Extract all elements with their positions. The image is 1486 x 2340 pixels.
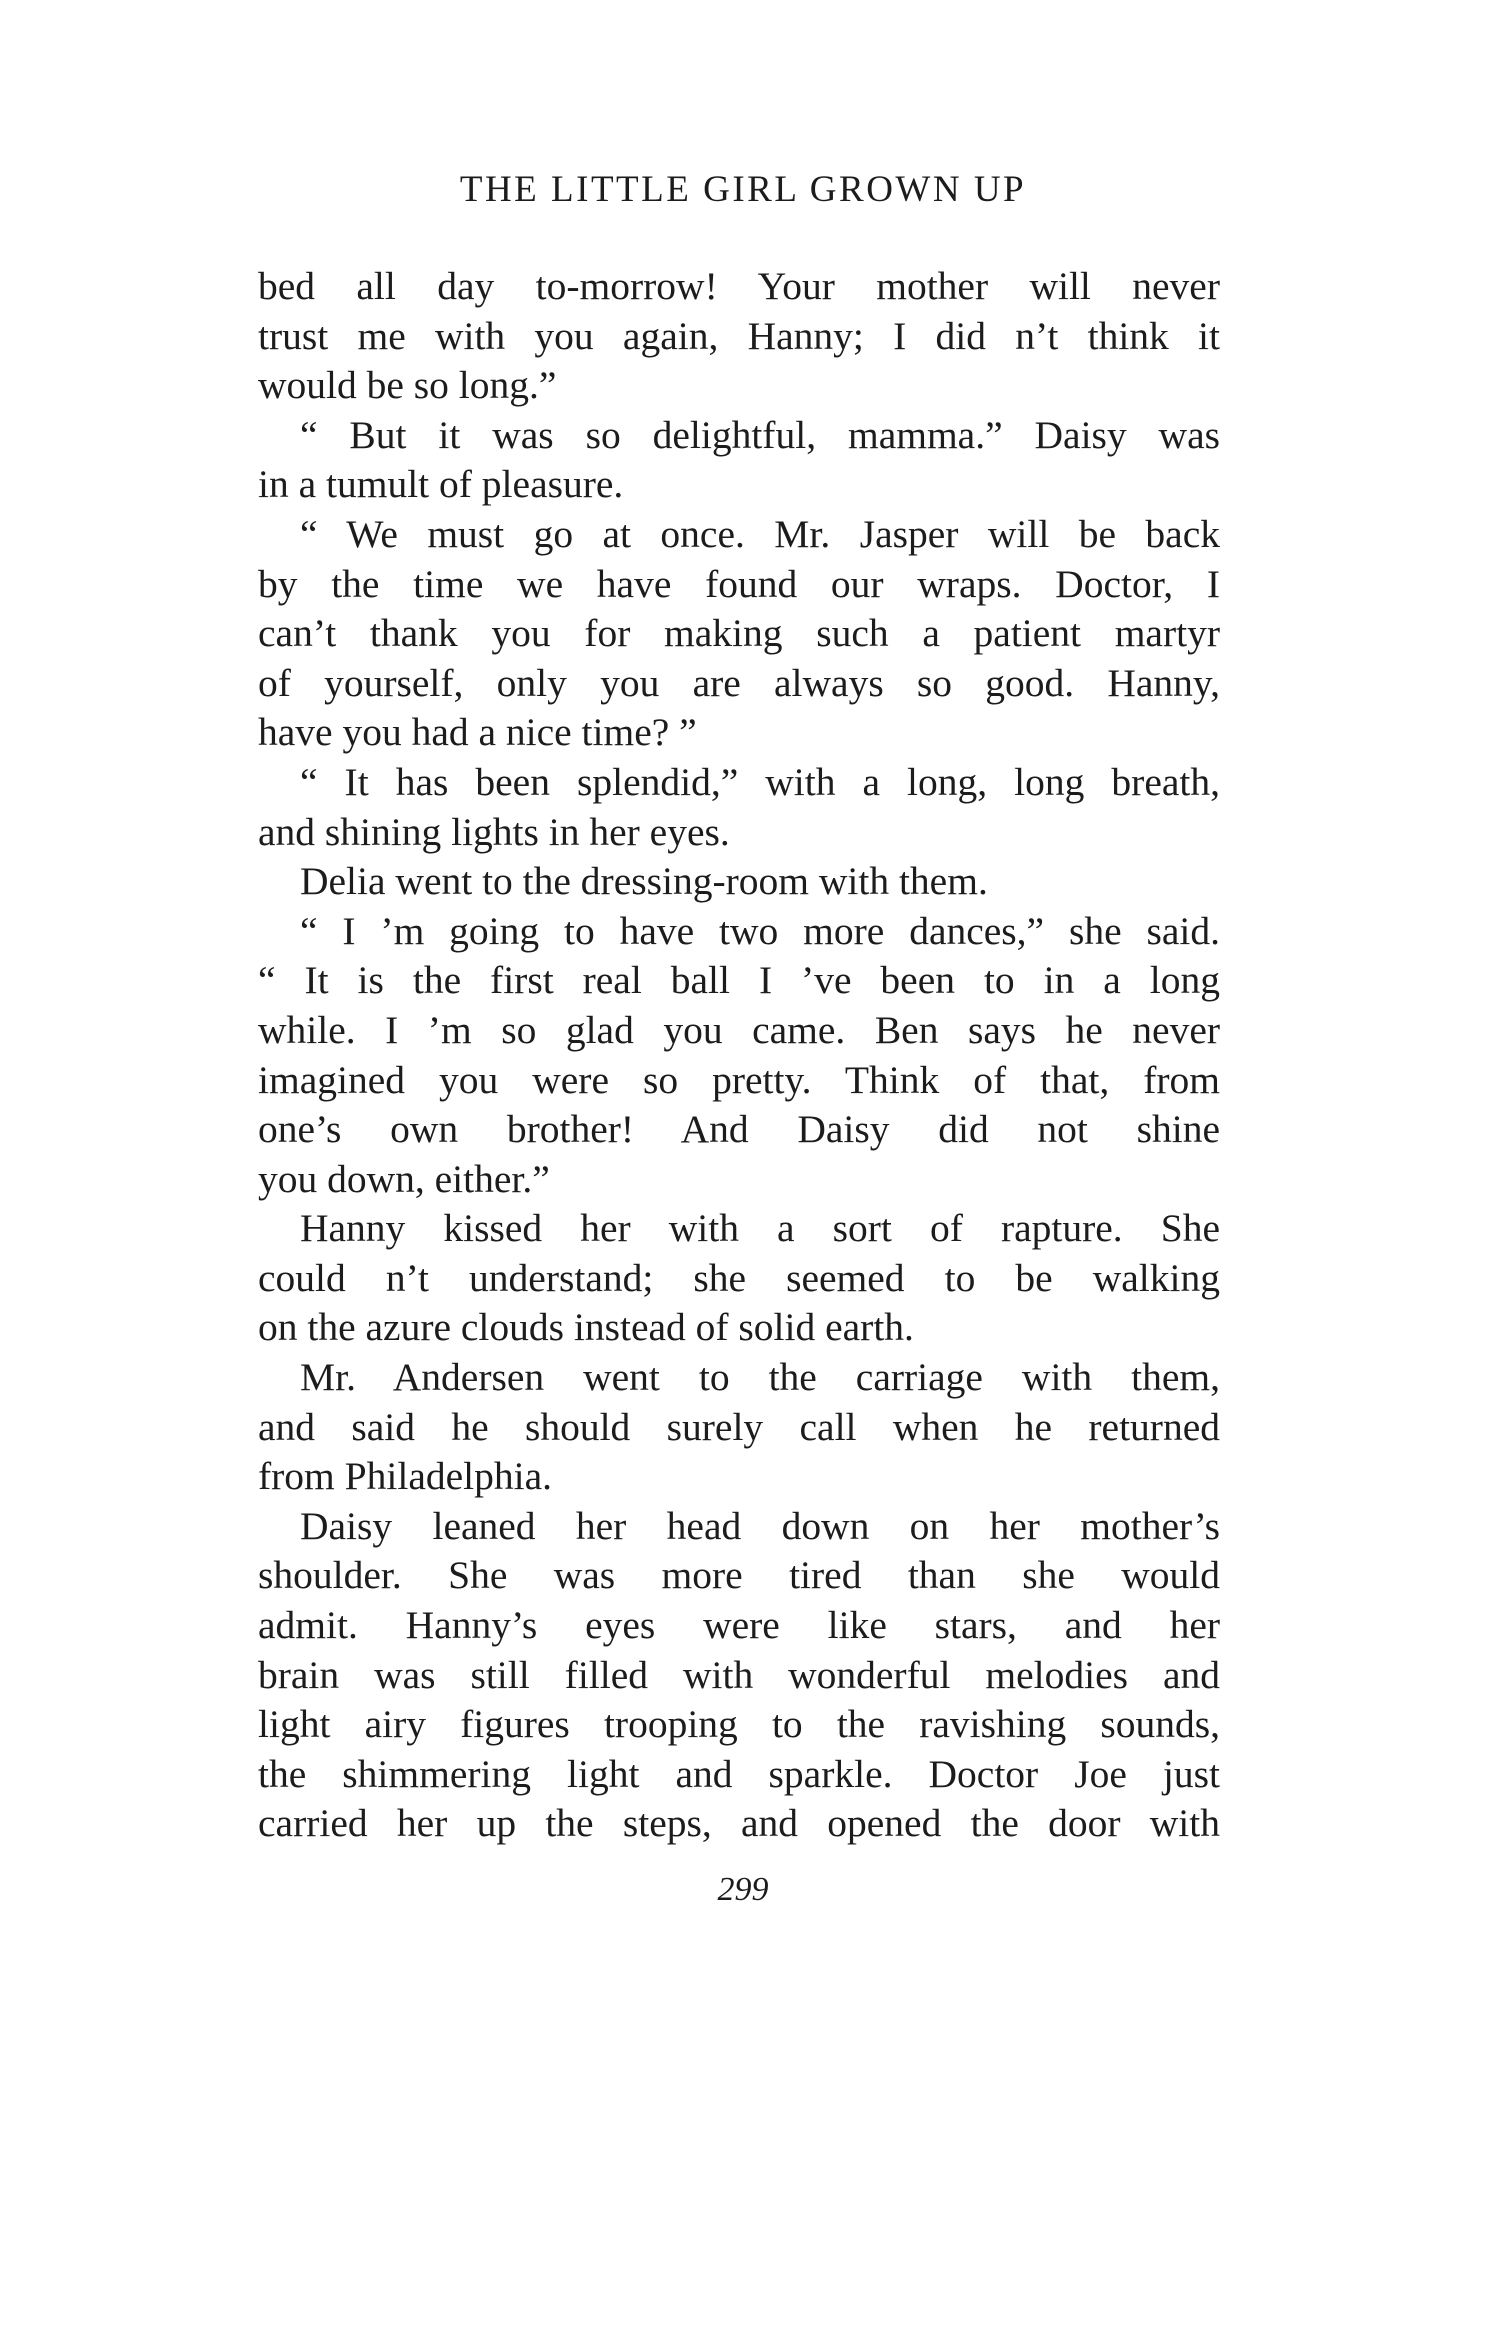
text-line: could n’t understand; she seemed to be walking	[258, 1255, 1220, 1300]
text-line: from Philadelphia.	[258, 1454, 552, 1499]
text-line: in a tumult of pleasure.	[258, 462, 624, 507]
text-line: Mr. Andersen went to the carriage with them,	[300, 1355, 1220, 1400]
text-line: “ We must go at once. Mr. Jasper will be back	[300, 511, 1220, 556]
text-line: “ But it was so delightful, mamma.” Daisy was	[300, 412, 1220, 457]
text-line: Delia went to the dressing-room with them.	[300, 859, 988, 904]
text-line: you down, either.”	[258, 1156, 550, 1201]
text-line: have you had a nice time? ”	[258, 710, 697, 755]
running-header: THE LITTLE GIRL GROWN UP	[459, 169, 1027, 210]
text-line: by the time we have found our wraps. Doctor, I	[258, 561, 1220, 606]
text-line: Daisy leaned her head down on her mother’s	[300, 1503, 1220, 1548]
text-line: and said he should surely call when he returned	[258, 1404, 1220, 1449]
text-line: of yourself, only you are always so good. Hanny,	[258, 660, 1220, 705]
text-line: admit. Hanny’s eyes were like stars, and her	[258, 1603, 1220, 1648]
text-line: one’s own brother! And Daisy did not shine	[258, 1107, 1220, 1152]
text-line: Hanny kissed her with a sort of rapture. She	[300, 1206, 1220, 1251]
text-line: carried her up the steps, and opened the door with	[258, 1801, 1220, 1846]
text-line: on the azure clouds instead of solid earth.	[258, 1305, 914, 1350]
body-text	[258, 262, 1220, 1849]
text-line: light airy figures trooping to the ravishing sounds,	[258, 1702, 1220, 1747]
text-line: brain was still filled with wonderful melodies and	[258, 1652, 1220, 1697]
text-line: the shimmering light and sparkle. Doctor Joe just	[258, 1751, 1220, 1796]
text-line: “ I ’m going to have two more dances,” she said.	[300, 908, 1220, 953]
text-line: shoulder. She was more tired than she would	[258, 1553, 1220, 1598]
text-line: imagined you were so pretty. Think of that, from	[258, 1057, 1220, 1102]
text-line: would be so long.”	[258, 363, 557, 408]
text-line: while. I ’m so glad you came. Ben says he never	[258, 1007, 1220, 1052]
text-line: “ It is the first real ball I ’ve been to in a long	[258, 958, 1220, 1003]
text-line: trust me with you again, Hanny; I did n’t think it	[258, 313, 1220, 358]
text-line: and shining lights in her eyes.	[258, 809, 730, 854]
text-line: “ It has been splendid,” with a long, long breath,	[300, 759, 1220, 804]
text-line: can’t thank you for making such a patient martyr	[258, 611, 1220, 656]
text-line: bed all day to-morrow! Your mother will never	[258, 264, 1220, 308]
page-number: 299	[717, 1871, 769, 1908]
